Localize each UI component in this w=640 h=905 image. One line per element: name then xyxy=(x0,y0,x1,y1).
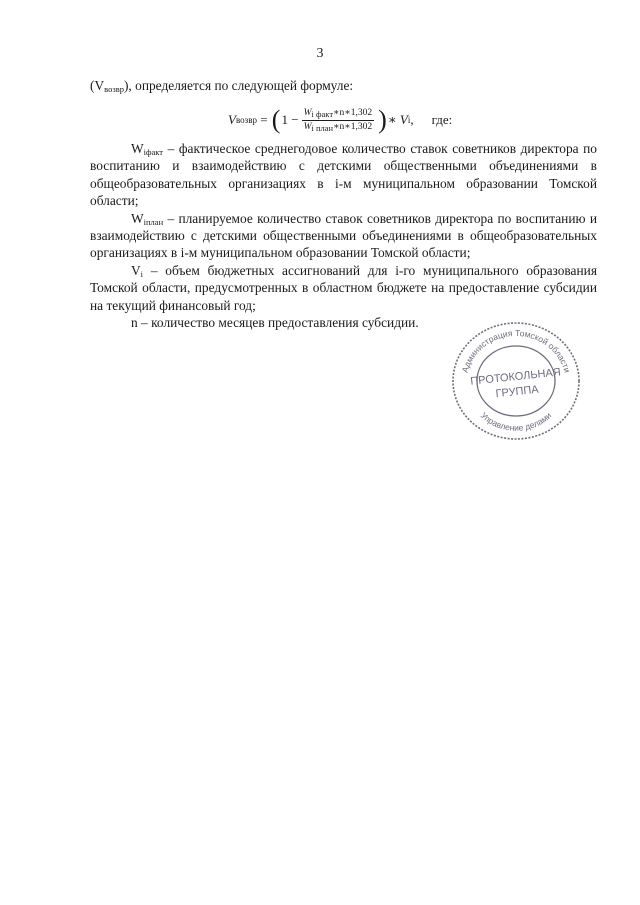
formula-close-paren: ) xyxy=(378,105,387,134)
definition-subscript: iфакт xyxy=(143,147,164,157)
numerator-rest: ∗n∗1,302 xyxy=(333,107,373,118)
formula-v-sub: i xyxy=(407,115,411,125)
formula-comma: , xyxy=(410,112,414,127)
formula-denominator xyxy=(302,121,375,133)
definition-subscript: iплан xyxy=(143,216,164,227)
definition-symbol: V xyxy=(131,262,141,278)
numerator-sub: i факт xyxy=(311,108,334,119)
definition-w-plan xyxy=(90,210,597,262)
stamp-outer-text-bottom: Управление делами xyxy=(478,410,554,433)
definition-text: – планируемое количество ставок советников директора по воспитанию и взаимодействию с детскими общественными объединениями в общеобразовательных организациях в i-м муниципальном образовании Томской области; xyxy=(90,210,597,261)
formula-fraction xyxy=(302,108,375,133)
definition-text: – фактическое среднегодовое количество ставок советников директора по воспитанию и взаимодействию с детскими общественными объединениями в общеобразовательных организациях в i-м муниципальном образовании Томской области; xyxy=(90,141,597,209)
formula-open-paren: ( xyxy=(271,105,281,134)
stamp-line-1: ПРОТОКОЛЬНАЯ xyxy=(469,366,562,388)
protocol-group-stamp xyxy=(450,320,582,442)
definitions xyxy=(90,140,597,331)
denominator-rest: ∗n∗1,302 xyxy=(333,121,373,132)
intro-subscript: возвр xyxy=(104,84,124,94)
definition-text: – объем бюджетных ассигнований для i-го муниципального образования Томской области, предусмотренных в областном бюджете на предоставление субсидии на текущий финансовый год; xyxy=(90,262,597,313)
formula-mult-v: ∗ V xyxy=(387,112,408,127)
definition-subscript: i xyxy=(140,268,144,279)
intro-rest: ), определяется по следующей формуле: xyxy=(123,78,354,93)
page-number: 3 xyxy=(316,46,324,61)
definition-v-i xyxy=(90,262,597,314)
formula-one-minus: 1 − xyxy=(281,112,299,127)
formula xyxy=(228,103,452,137)
formula-numerator xyxy=(302,108,374,121)
definition-symbol: n xyxy=(131,315,138,331)
definition-symbol: W xyxy=(131,210,144,226)
intro-open: (V xyxy=(90,78,105,93)
formula-lhs-sub: возвр xyxy=(235,115,257,125)
denominator-sub: i план xyxy=(311,122,334,133)
definition-symbol: W xyxy=(131,141,144,156)
formula-lhs: V xyxy=(228,112,236,127)
denominator-w: W xyxy=(303,121,312,132)
definition-w-fact xyxy=(90,140,597,210)
formula-equals: = xyxy=(256,112,271,127)
numerator-w: W xyxy=(303,107,312,118)
definition-text: – количество месяцев предоставления субсидии. xyxy=(137,315,419,331)
formula-where: где: xyxy=(431,112,453,127)
stamp-outer-text-top: Администрация Томской области xyxy=(459,327,573,374)
intro-line xyxy=(90,77,597,94)
stamp-line-2: ГРУППА xyxy=(495,383,540,401)
